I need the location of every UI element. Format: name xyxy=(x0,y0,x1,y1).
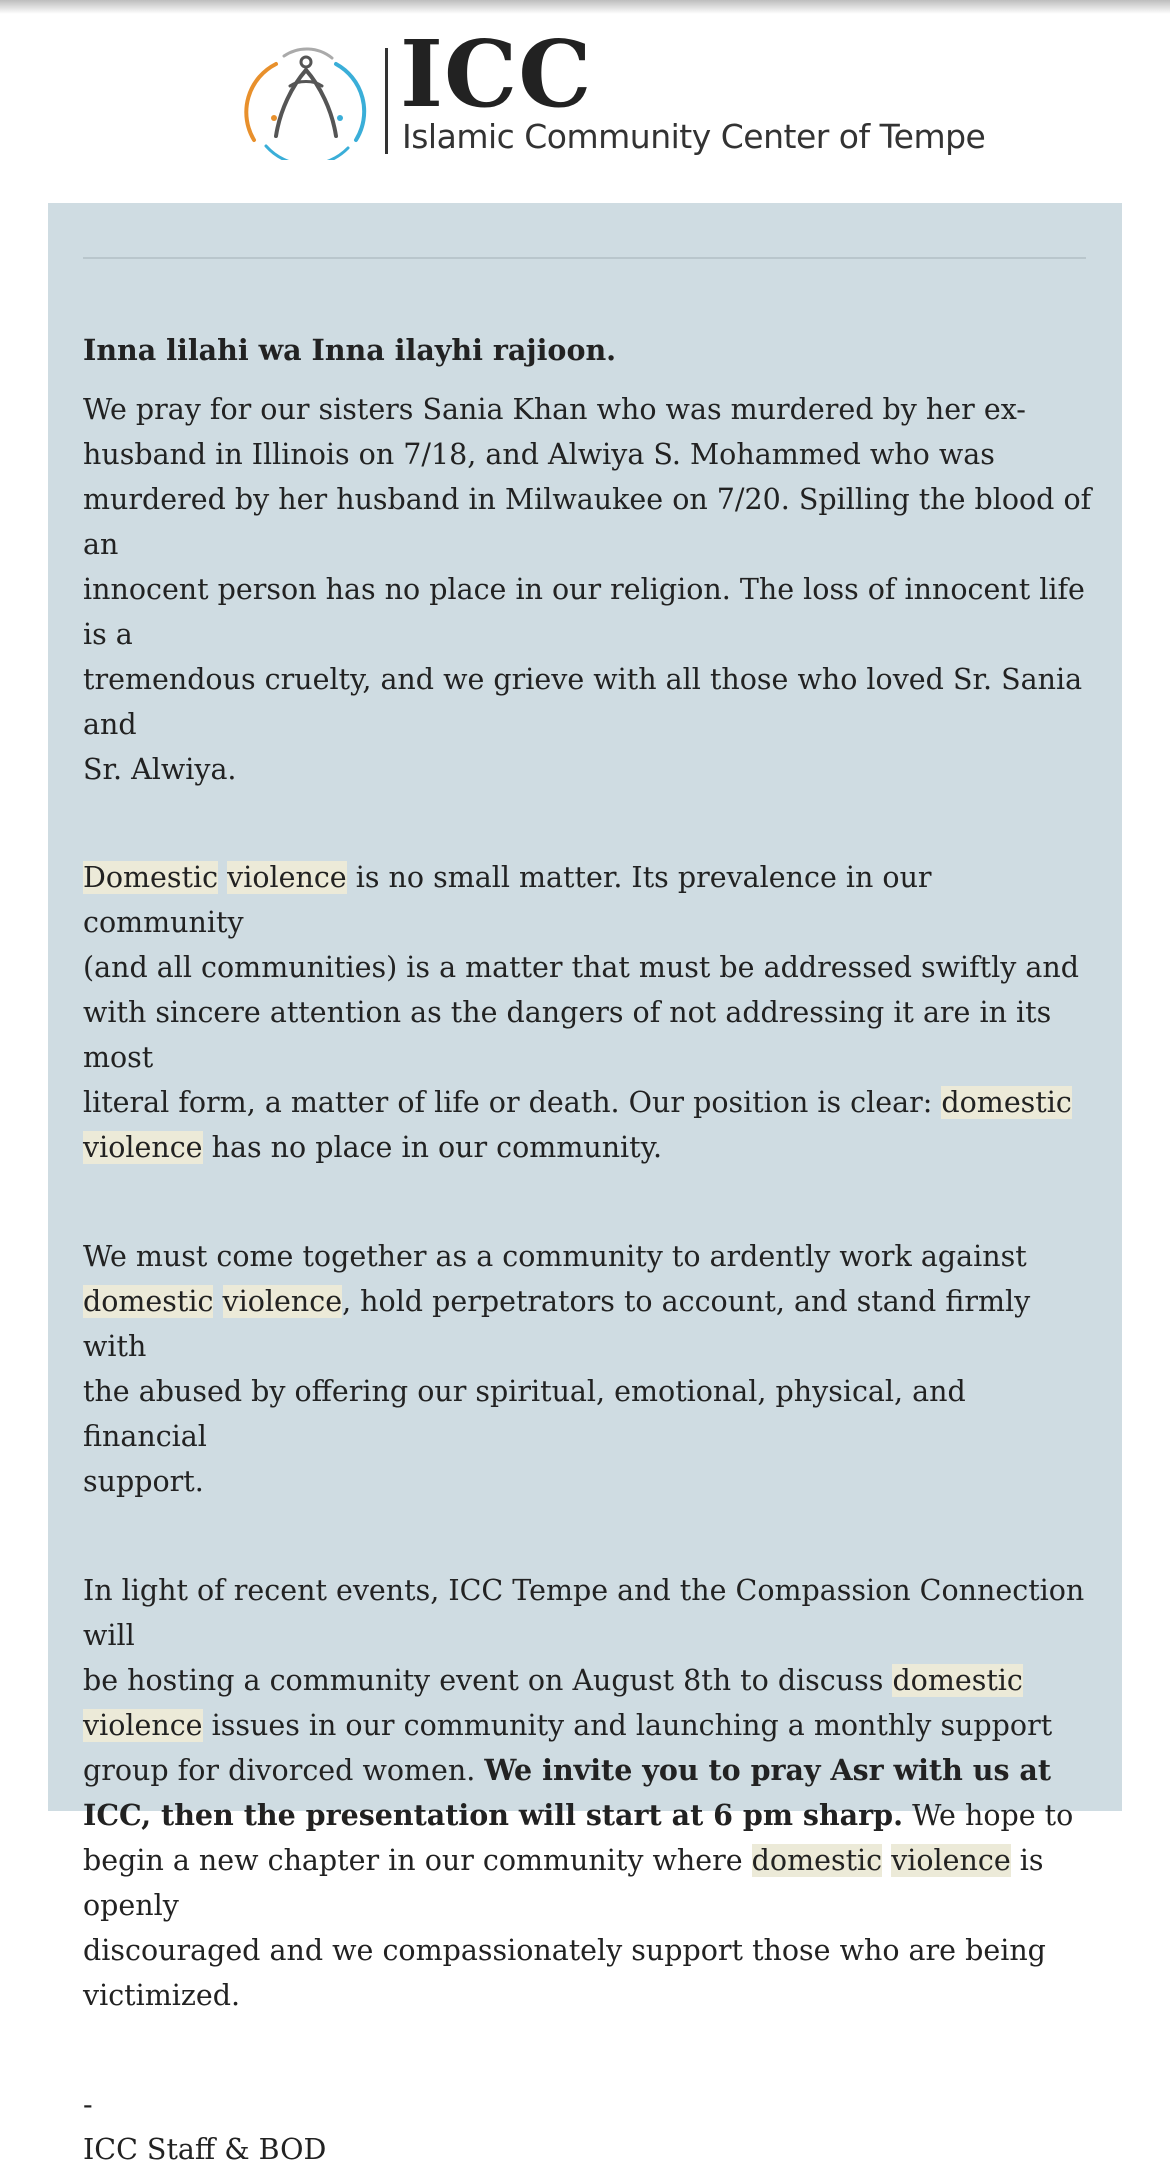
event-invitation-bold: We invite you to pray Asr with us at ICC, then the presentation will start at 6 pm sharp. xyxy=(83,1753,1052,1832)
icc-logo-icon xyxy=(236,36,376,160)
paragraph-together-text-a: We must come together as a community to ardently work against xyxy=(83,1240,1027,1273)
paragraph-together-text-b: , hold perpetrators to account, and stand firmly with the abused by offering our spiritual, emotional, physical, and financial support. xyxy=(83,1285,1031,1498)
message-body xyxy=(83,328,1093,2172)
paragraph-prayer: We pray for our sisters Sania Khan who was murdered by her ex- husband in Illinois on 7/18, and Alwiya S. Mohammed who was murdered by her husband in Milwaukee on 7/20. Spilling the blood of an innocent person has no place in our religion. The loss of innocent life is a tremendous cruelty, and we grieve with all those who loved Sr. Sania and Sr. Alwiya. xyxy=(83,393,1092,786)
highlight-domestic: domestic xyxy=(892,1664,1023,1697)
paragraph-event-text-d: is openly discouraged and we compassionately support those who are being victimized. xyxy=(83,1844,1046,2012)
highlight-violence: violence xyxy=(222,1285,343,1318)
header xyxy=(0,14,1170,204)
highlight-violence: violence xyxy=(83,1709,203,1742)
paragraph-position-text-a: is no small matter. Its prevalence in our community (and all communities) is a matter that must be addressed swiftly and with sincere attention as the dangers of not addressing it are in its most literal form, a matter of life or death. Our position is clear: xyxy=(83,861,1079,1119)
card-divider xyxy=(83,257,1086,259)
highlight-domestic: domestic xyxy=(83,1285,214,1318)
highlight-violence: violence xyxy=(891,1844,1011,1877)
highlight-domestic: domestic xyxy=(941,1086,1072,1119)
logo-title: ICC xyxy=(400,20,593,128)
paragraph-event xyxy=(83,1568,1093,2018)
paragraph-event-text-a: In light of recent events, ICC Tempe and the Compassion Connection will be hosting a community event on August 8th to discuss xyxy=(83,1574,1085,1697)
signature: - ICC Staff & BOD xyxy=(83,2088,327,2166)
logo-divider xyxy=(385,48,388,154)
highlight-violence: violence xyxy=(83,1131,203,1164)
paragraph-event-text-b: issues in our community and launching a monthly support group for divorced women. xyxy=(83,1709,1053,1787)
highlight-domestic: Domestic xyxy=(83,861,219,894)
paragraph-position xyxy=(83,855,1093,1170)
top-edge-shadow xyxy=(0,0,1170,14)
paragraph-together xyxy=(83,1234,1093,1504)
paragraph-position-text-b: has no place in our community. xyxy=(202,1131,662,1164)
highlight-domestic: domestic xyxy=(751,1844,883,1877)
message-card xyxy=(48,203,1122,2166)
logo-subtitle: Islamic Community Center of Tempe xyxy=(402,117,986,156)
highlight-violence: violence xyxy=(227,861,347,894)
message-heading: Inna lilahi wa Inna ilayhi rajioon. xyxy=(83,333,617,367)
paragraph-event-text-c: We hope to begin a new chapter in our community where xyxy=(83,1799,1074,1877)
